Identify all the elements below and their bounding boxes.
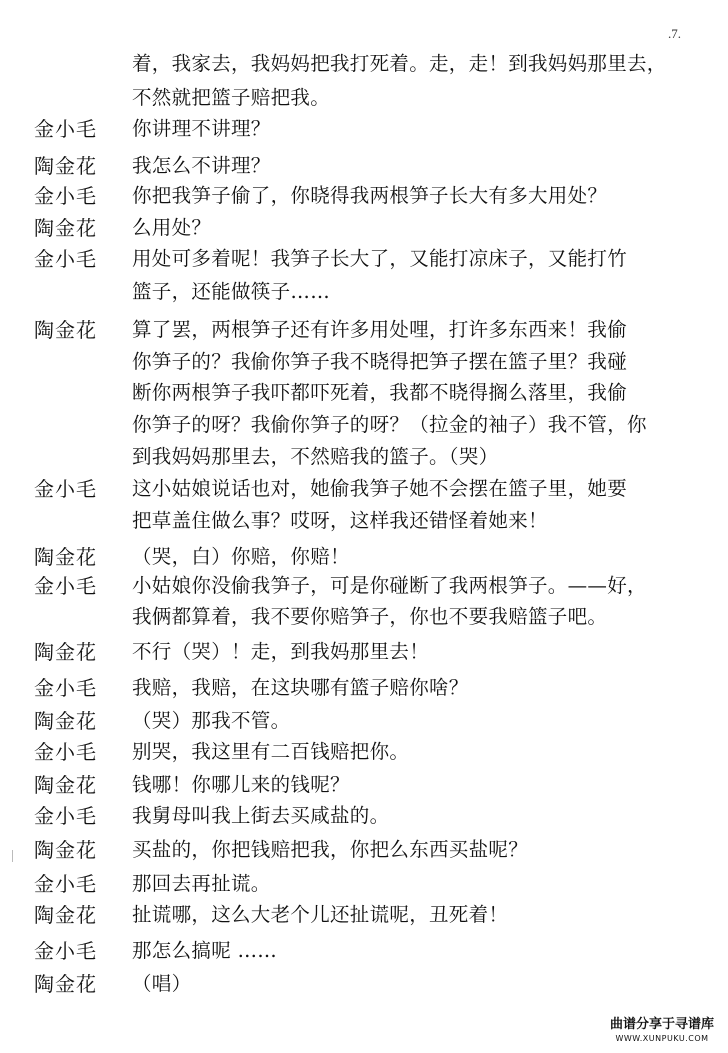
- watermark: [610, 1013, 714, 1043]
- watermark-name: 曲谱分享于寻谱库: [609, 1017, 714, 1032]
- dialogue-line: [0, 672, 728, 700]
- dialogue-line: [0, 212, 728, 240]
- dialogue-line: [0, 800, 728, 828]
- dialogue-text: 我怎么不讲理？: [132, 154, 271, 177]
- margin-mark: [12, 850, 13, 862]
- dialogue-text: （哭，白）你赔，你赔！: [132, 545, 350, 568]
- dialogue-line: [0, 113, 728, 141]
- dialogue-text: 断你两根笋子我吓都吓死着，我都不晓得搁么落里，我偷: [132, 381, 628, 404]
- dialogue-line: [0, 935, 728, 963]
- speaker-name: 金小毛: [34, 247, 97, 271]
- speaker-name: 陶金花: [34, 903, 97, 927]
- dialogue-text: 么用处？: [132, 216, 212, 239]
- dialogue-text: 那怎么搞呢 ……: [132, 939, 278, 962]
- speaker-name: 陶金花: [34, 318, 97, 342]
- dialogue-line: [0, 769, 728, 797]
- dialogue-line: [0, 180, 728, 208]
- dialogue-line: [0, 601, 728, 628]
- dialogue-line: [0, 346, 728, 373]
- dialogue-text: 把草盖住做么事？哎呀，这样我还错怪着她来！: [132, 509, 548, 532]
- speaker-name: 陶金花: [34, 154, 97, 178]
- dialogue-line: [0, 541, 728, 569]
- speaker-name: 陶金花: [34, 709, 97, 733]
- dialogue-text: 钱哪！你哪儿来的钱呢？: [132, 773, 350, 796]
- speaker-name: 陶金花: [34, 773, 97, 797]
- dialogue-text: 小姑娘你没偷我笋子，可是你碰断了我两根笋子。——好，: [132, 574, 647, 597]
- dialogue-line: [0, 377, 728, 404]
- speaker-name: 金小毛: [34, 676, 97, 700]
- dialogue-text: 算了罢，两根笋子还有许多用处哩，打许多东西来！我偷: [132, 318, 628, 341]
- dialogue-text: 别哭，我这里有二百钱赔把你。: [132, 740, 410, 763]
- dialogue-text: 我俩都算着，我不要你赔笋子，你也不要我赔篮子吧。: [132, 605, 608, 628]
- dialogue-text: 不然就把篮子赔把我。: [132, 86, 331, 109]
- dialogue-text: 扯谎哪，这么大老个儿还扯谎呢，丑死着！: [132, 903, 509, 926]
- dialogue-line: [0, 409, 728, 436]
- speaker-name: 金小毛: [34, 740, 97, 764]
- dialogue-text: 买盐的，你把钱赔把我，你把么东西买盐呢？: [132, 838, 529, 861]
- speaker-name: 陶金花: [34, 972, 97, 996]
- dialogue-line: [0, 276, 728, 303]
- dialogue-text: 你笋子的？我偷你笋子我不晓得把笋子摆在篮子里？我碰: [132, 350, 628, 373]
- speaker-name: 金小毛: [34, 117, 97, 141]
- dialogue-text: 我舅母叫我上街去买咸盐的。: [132, 804, 390, 827]
- dialogue-line: [0, 736, 728, 764]
- page-number: .7.: [668, 26, 681, 41]
- dialogue-line: [0, 868, 728, 896]
- speaker-name: 金小毛: [34, 804, 97, 828]
- dialogue-text: 那回去再扯谎。: [132, 872, 271, 895]
- dialogue-text: 这小姑娘说话也对，她偷我笋子她不会摆在篮子里，她要: [132, 477, 628, 500]
- dialogue-line: [0, 473, 728, 501]
- dialogue-line: [0, 441, 728, 468]
- dialogue-text: 用处可多着呢！我笋子长大了，又能打凉床子，又能打竹: [132, 247, 628, 270]
- dialogue-text: 篮子，还能做筷子……: [132, 280, 330, 303]
- dialogue-text: 你笋子的呀？我偷你笋子的呀？（拉金的袖子）我不管，你: [132, 413, 647, 436]
- dialogue-text: 我赔，我赔，在这块哪有篮子赔你啥？: [132, 676, 469, 699]
- speaker-name: 陶金花: [34, 640, 97, 664]
- dialogue-line: [0, 570, 728, 598]
- dialogue-text: 不行（哭）！走，到我妈那里去！: [132, 640, 430, 663]
- speaker-name: 金小毛: [34, 477, 97, 501]
- speaker-name: 金小毛: [34, 872, 97, 896]
- dialogue-text: （哭）那我不管。: [132, 709, 291, 732]
- dialogue-text: 到我妈妈那里去，不然赔我的篮子。（哭）: [132, 445, 499, 468]
- dialogue-text: 你把我笋子偷了，你晓得我两根笋子长大有多大用处？: [132, 184, 608, 207]
- dialogue-line: [0, 899, 728, 927]
- watermark-url: WWW.XUNPUKU.COM: [615, 1034, 709, 1043]
- dialogue-line: [0, 243, 728, 271]
- dialogue-text: 你讲理不讲理？: [132, 117, 271, 140]
- speaker-name: 陶金花: [34, 545, 97, 569]
- dialogue-line: [0, 314, 728, 342]
- speaker-name: 金小毛: [34, 939, 97, 963]
- dialogue-line: [0, 834, 728, 862]
- speaker-name: 陶金花: [34, 216, 97, 240]
- dialogue-text: 着，我家去，我妈妈把我打死着。走，走！到我妈妈那里去，: [132, 52, 667, 75]
- speaker-name: 陶金花: [34, 838, 97, 862]
- dialogue-line: [0, 705, 728, 733]
- dialogue-line: [0, 968, 728, 996]
- dialogue-line: [0, 505, 728, 532]
- dialogue-line: [0, 636, 728, 664]
- speaker-name: 金小毛: [34, 184, 97, 208]
- dialogue-text: （唱）: [132, 972, 192, 995]
- dialogue-line: [0, 150, 728, 178]
- speaker-name: 金小毛: [34, 574, 97, 598]
